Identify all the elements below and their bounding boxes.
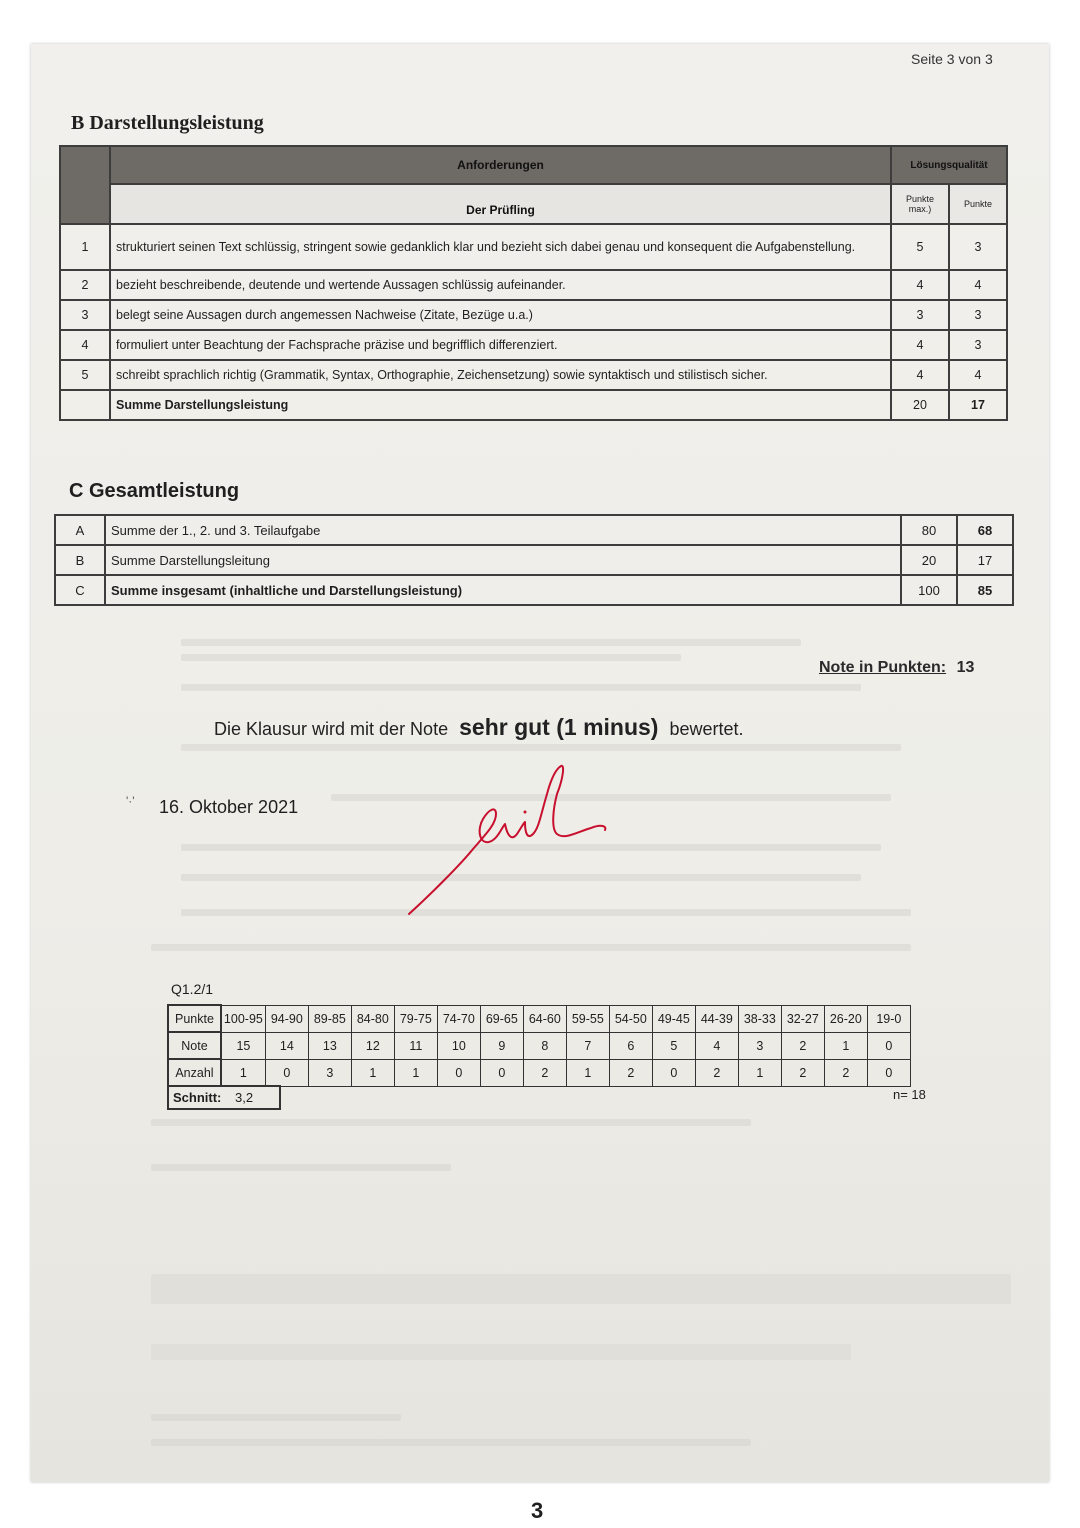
row-label: Summe Darstellungsleitung [105,545,901,575]
score-range-cell: 59-55 [566,1005,609,1032]
grade-points-label: Note in Punkten: [819,659,947,676]
corner-cell [60,146,110,224]
score-range-cell: 19-0 [867,1005,910,1032]
row-number: 5 [60,360,110,390]
presentation-table [59,145,1008,421]
header-requirements: Anforderungen [110,146,891,184]
count-cell: 1 [566,1059,609,1086]
grade-cell: 13 [308,1032,351,1059]
achieved-points: 4 [949,270,1007,300]
max-points: 20 [901,545,957,575]
score-range-cell: 79-75 [394,1005,437,1032]
grade-cell: 6 [609,1032,652,1059]
score-range-cell: 69-65 [480,1005,523,1032]
achieved-points: 4 [949,360,1007,390]
score-range-cell: 94-90 [265,1005,308,1032]
section-c-title: C Gesamtleistung [69,480,240,502]
count-cell: 2 [824,1059,867,1086]
count-cell: 1 [394,1059,437,1086]
criterion-text: bezieht beschreibende, deutende und wertende Aussagen schlüssig aufeinander. [110,270,891,300]
header-points: Punkte [949,184,1007,224]
header-quality: Lösungsqualität [891,146,1007,184]
section-b-title: B Darstellungsleistung [71,112,264,134]
grade-points-line [819,659,974,677]
achieved-points: 68 [957,515,1013,545]
sum-number-cell [60,390,110,420]
signature-dot [524,811,527,814]
grade-cell: 4 [695,1032,738,1059]
row-label: Summe der 1., 2. und 3. Teilaufgabe [105,515,901,545]
verdict-suffix: bewertet. [669,719,744,739]
small-mark: '·' [126,794,135,808]
row-number: 4 [60,330,110,360]
criterion-text: belegt seine Aussagen durch angemessen Nachweise (Zitate, Bezüge u.a.) [110,300,891,330]
max-points: 5 [891,224,949,270]
verdict-line [214,714,744,741]
grade-cell: 7 [566,1032,609,1059]
average-value: 3,2 [235,1090,254,1105]
exam-date: 16. Oktober 2021 [159,797,299,817]
grade-cell: 9 [480,1032,523,1059]
criterion-text: schreibt sprachlich richtig (Grammatik, Syntax, Orthographie, Zeichensetzung) sowie syntaktisch und stilistisch sicher. [110,360,891,390]
achieved-points: 17 [957,545,1013,575]
grade-cell: 3 [738,1032,781,1059]
count-cell: 0 [867,1059,910,1086]
score-range-cell: 89-85 [308,1005,351,1032]
count-cell: 2 [609,1059,652,1086]
max-points: 100 [901,575,957,605]
count-cell: 0 [652,1059,695,1086]
achieved-points: 3 [949,330,1007,360]
count-cell: 0 [437,1059,480,1086]
signature-stroke [409,766,605,914]
exam-sheet [31,44,1049,1523]
verdict-prefix: Die Klausur wird mit der Note [214,719,449,739]
criterion-text: strukturiert seinen Text schlüssig, stringent sowie gedanklich klar und bezieht sich dabei genau und konsequent die Aufgabenstellung. [110,224,891,270]
row-number: 2 [60,270,110,300]
achieved-points: 3 [949,300,1007,330]
count-cell: 3 [308,1059,351,1086]
grade-points-value: 13 [956,659,975,676]
row-header-count: Anzahl [168,1059,221,1086]
row-label: Summe insgesamt (inhaltliche und Darstellungsleistung) [105,575,901,605]
participant-count: n= 18 [893,1087,926,1102]
criterion-text: formuliert unter Beachtung der Fachsprache präzise und begrifflich differenziert. [110,330,891,360]
count-cell: 1 [221,1059,265,1086]
grade-cell: 12 [351,1032,394,1059]
grade-cell: 10 [437,1032,480,1059]
max-points: 80 [901,515,957,545]
verdict-grade: sehr gut (1 minus) [459,714,659,740]
max-points: 4 [891,270,949,300]
grade-cell: 11 [394,1032,437,1059]
max-points: 4 [891,360,949,390]
sum-achieved-points: 17 [949,390,1007,420]
max-points: 3 [891,300,949,330]
grade-cell: 0 [867,1032,910,1059]
achieved-points: 85 [957,575,1013,605]
count-cell: 2 [523,1059,566,1086]
score-range-cell: 74-70 [437,1005,480,1032]
score-range-cell: 64-60 [523,1005,566,1032]
grade-cell: 8 [523,1032,566,1059]
page-indicator: Seite 3 von 3 [911,51,993,67]
grade-cell: 14 [265,1032,308,1059]
header-max: Punkte max.) [891,184,949,224]
class-label: Q1.2/1 [171,981,214,997]
row-key: A [55,515,105,545]
score-range-cell: 38-33 [738,1005,781,1032]
grade-cell: 5 [652,1032,695,1059]
count-cell: 1 [738,1059,781,1086]
count-cell: 2 [781,1059,824,1086]
count-cell: 1 [351,1059,394,1086]
grade-cell: 15 [221,1032,265,1059]
grade-distribution-table [167,1004,911,1087]
total-table [54,514,1014,606]
header-examinee: Der Prüfling [110,184,891,224]
sum-max-points: 20 [891,390,949,420]
average-label: Schnitt: [173,1090,222,1105]
grade-cell: 1 [824,1032,867,1059]
row-key: C [55,575,105,605]
max-points: 4 [891,330,949,360]
grade-cell: 2 [781,1032,824,1059]
score-range-cell: 100-95 [221,1005,265,1032]
row-header-grade: Note [168,1032,221,1059]
count-cell: 0 [480,1059,523,1086]
score-range-cell: 44-39 [695,1005,738,1032]
achieved-points: 3 [949,224,1007,270]
score-range-cell: 26-20 [824,1005,867,1032]
count-cell: 2 [695,1059,738,1086]
page-number: 3 [531,1498,544,1523]
average-box [167,1085,281,1110]
score-range-cell: 54-50 [609,1005,652,1032]
score-range-cell: 49-45 [652,1005,695,1032]
score-range-cell: 32-27 [781,1005,824,1032]
sum-label: Summe Darstellungsleistung [110,390,891,420]
row-header-points: Punkte [168,1005,221,1032]
count-cell: 0 [265,1059,308,1086]
signature-image [401,754,621,924]
row-number: 3 [60,300,110,330]
row-number: 1 [60,224,110,270]
row-key: B [55,545,105,575]
score-range-cell: 84-80 [351,1005,394,1032]
